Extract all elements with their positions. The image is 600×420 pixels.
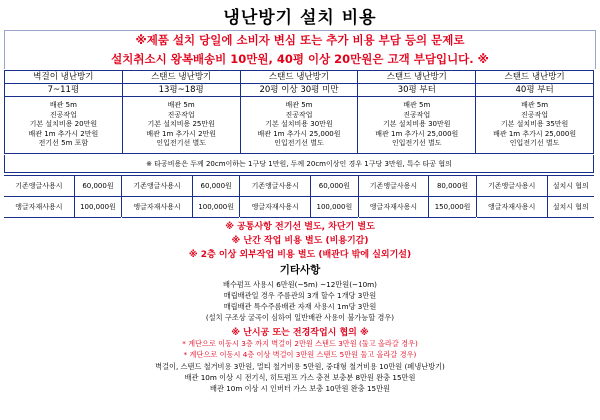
price-label: 기존앵글사용시 [240, 176, 311, 196]
column-stand-20-30 [241, 71, 359, 153]
detail-line: 기본 설치비용 20만원 [29, 120, 98, 129]
notice-line-2: 설치취소시 왕복배송비 10만원, 40평 이상 20만원은 고객 부담입니다. ※ [111, 52, 489, 66]
detail-line: 배관 1m 추가시 2만원 [146, 129, 217, 138]
page-title: 냉난방기 설치 비용 [223, 8, 377, 28]
column-type: 벽걸이 냉난방기 [5, 71, 122, 84]
column-wall-7-11 [5, 71, 123, 153]
price-column [476, 175, 594, 217]
price-label: 앵글자재사용시 [4, 197, 75, 217]
column-type: 스탠드 냉난방기 [241, 71, 358, 84]
price-column [121, 175, 239, 217]
column-size: 20평 이상 30평 미만 [241, 84, 358, 97]
etc-bottom-line: 배관 10m 이상 시 인버터 가스 보충 10만원 완충 15만원 [210, 384, 390, 393]
price-label: 앵글자재사용시 [240, 197, 311, 217]
detail-line: 배관 1m 추가시 25,000원 [375, 129, 459, 138]
cancellation-notice [4, 30, 596, 69]
column-size: 13평~18평 [123, 84, 240, 97]
exterior-work-note: ※ 2층 이상 외부작업 비용 별도 (배관다 밖에 실외기설) [188, 250, 412, 260]
detail-line: 배관 5m [521, 101, 549, 110]
installation-cost-table [4, 70, 594, 154]
detail-line: 배관 5m [167, 101, 195, 110]
ta-cost-note: ※ 타공비용은 두께 20cm이하는 1구당 1만원, 두께 20cm이상인 경우 1구당 3만원, 특수 타공 협의 [4, 155, 594, 173]
etc-line: 매립배관일 경우 주름관의 3개 할수 1개당 3만원 [223, 291, 377, 300]
detail-line: 배관 1m 추가시 25,000원 [257, 129, 341, 138]
price-column [239, 175, 357, 217]
detail-line: 인입전기선 별도 [156, 139, 206, 148]
price-value: 100,000원 [316, 203, 353, 211]
price-value: 60,000원 [318, 182, 350, 190]
detail-line: 인입전기선 별도 [274, 139, 324, 148]
detail-line: 진공작업 [49, 110, 77, 119]
notice-line-1: ※제품 설치 당일에 소비자 변심 또는 추가 비용 부담 등의 문제로 [135, 33, 465, 47]
detail-line: 배관 1m 추가시 25,000원 [493, 129, 577, 138]
column-type: 스탠드 냉난방기 [358, 71, 475, 84]
detail-line: 인입전기선 별도 [392, 139, 442, 148]
price-label: 앵글자재사용시 [122, 197, 193, 217]
etc-bottom-line: 벽걸이, 스탠드 철거비용 3만원, 멀티 철거비용 5만원, 중대형 철거비용 10만원 (폐냉난방기) [155, 362, 445, 371]
price-value: 80,000원 [436, 182, 469, 190]
price-label: 기존앵글사용시 [122, 176, 193, 196]
etc-line: 배수펌프 사용시 6만원(~5m) ~12만원(~10m) [223, 280, 377, 289]
price-label: 기존앵글사용시 [477, 176, 548, 196]
etc-subtitle: ※ 난시공 또는 전경작업시 협의 ※ [231, 328, 369, 338]
detail-line: 진공작업 [403, 110, 431, 119]
column-stand-40-plus [476, 71, 593, 153]
detail-line: 진공작업 [167, 110, 195, 119]
detail-line: 기본 설치비용 30만원 [265, 120, 333, 129]
price-label: 앵글자재사용시 [359, 197, 430, 217]
detail-line: 진공작업 [285, 110, 313, 119]
price-value: 100,000원 [80, 203, 116, 211]
common-note: ※ 공통사항 전기선 별도, 차단기 별도 [225, 222, 375, 232]
price-label: 기존앵글사용시 [4, 176, 75, 196]
detail-line: 진공작업 [521, 110, 549, 119]
detail-line: 전기선 5m 포함 [38, 139, 89, 148]
detail-line: 배관 5m [403, 101, 431, 110]
stairs-note: * 계단으로 이동시 3층 까지 벽걸이 2만원 스탠드 3만원 (둘고 올라갈 경우) [182, 339, 418, 348]
detail-line: 인입전기선 별도 [509, 139, 560, 148]
detail-line: 기본 설치비용 25만원 [147, 120, 215, 129]
price-label: 앵글자재사용시 [477, 197, 548, 217]
column-type: 스탠드 냉난방기 [476, 71, 593, 84]
price-value: 60,000원 [200, 182, 232, 190]
detail-line: 배관 5m [49, 101, 77, 110]
column-stand-30-plus [358, 71, 476, 153]
stairs-note: * 계단으로 이동시 4층 이상 벽걸이 3만원 스탠드 5만원 둘고 올라갈 경우) [183, 350, 417, 359]
price-label: 기존앵글사용시 [359, 176, 430, 196]
detail-line: 배관 1m 추가시 2만원 [28, 129, 99, 138]
column-size: 7~11평 [5, 84, 122, 97]
price-value: 설치시 협의 [552, 182, 589, 190]
column-size: 40평 부터 [476, 84, 593, 97]
price-value: 150,000원 [434, 203, 471, 211]
etc-line: 매립배관 특수주름배관 자재 사용시 1m당 3만원 [223, 302, 377, 311]
detail-line: 배관 5m [285, 101, 313, 110]
railing-note: ※ 난간 작업 비용 별도 (비용기감) [231, 236, 369, 246]
column-size: 30평 부터 [358, 84, 475, 97]
angle-price-table [4, 175, 594, 217]
detail-line: 기본 설치비용 35만원 [500, 120, 569, 129]
column-stand-13-18 [123, 71, 241, 153]
detail-line: 기본 설치비용 30만원 [383, 120, 451, 129]
etc-line: (설치 구조상 굴곡이 심하여 일반배관 사용이 불가능할 경우) [205, 313, 395, 322]
price-column [358, 175, 476, 217]
price-value: 설치시 협의 [552, 203, 589, 211]
etc-bottom-line: 배관 10m 이상 시 전기식, 히트펌프 가스 충전 보충분 8만원 완충 15만원 [184, 373, 416, 382]
price-value: 60,000원 [82, 182, 114, 190]
column-type: 스탠드 냉난방기 [123, 71, 240, 84]
price-column [4, 175, 121, 217]
price-value: 100,000원 [198, 203, 235, 211]
etc-title: 기타사항 [279, 264, 321, 276]
